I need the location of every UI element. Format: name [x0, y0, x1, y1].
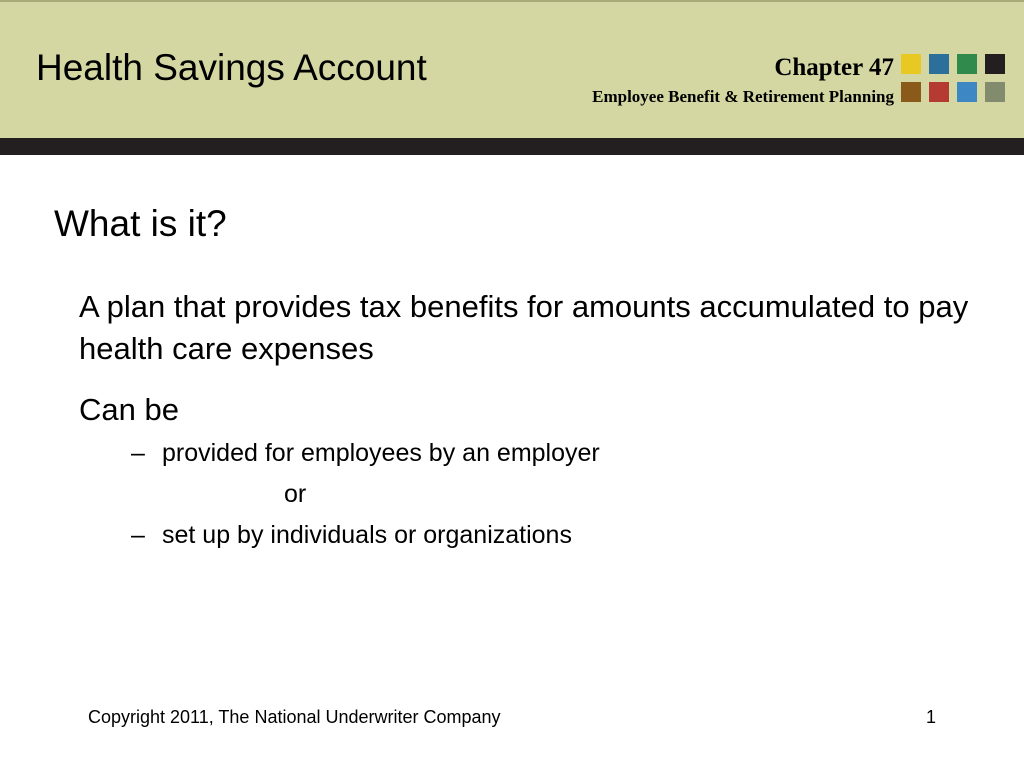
- dash-bullet: –: [131, 521, 145, 549]
- section-heading: What is it?: [54, 203, 227, 244]
- logo-square: [901, 82, 921, 102]
- logo-square: [957, 54, 977, 74]
- connector-text: or: [284, 480, 307, 508]
- logo-square: [985, 82, 1005, 102]
- header-band: [0, 0, 1024, 138]
- can-be-text: Can be: [79, 392, 179, 427]
- copyright-footer: Copyright 2011, The National Underwriter Company: [88, 707, 501, 727]
- logo-square: [901, 54, 921, 74]
- option-item: [131, 437, 600, 469]
- logo-square: [929, 82, 949, 102]
- page-number: 1: [926, 707, 937, 727]
- color-squares-logo: [901, 54, 1005, 104]
- slide-title: Health Savings Account: [36, 47, 427, 88]
- header-divider-bar: [0, 138, 1024, 155]
- option-text: provided for employees by an employer: [162, 439, 600, 467]
- book-subtitle: Employee Benefit & Retirement Planning: [592, 87, 894, 106]
- definition-text: A plan that provides tax benefits for amounts accumulated to pay health care expenses: [79, 289, 969, 366]
- option-text: set up by individuals or organizations: [162, 521, 572, 549]
- logo-square: [957, 82, 977, 102]
- dash-bullet: –: [131, 439, 145, 467]
- chapter-label: Chapter 47: [774, 54, 894, 81]
- option-item: [131, 519, 572, 551]
- logo-square: [929, 54, 949, 74]
- logo-square: [985, 54, 1005, 74]
